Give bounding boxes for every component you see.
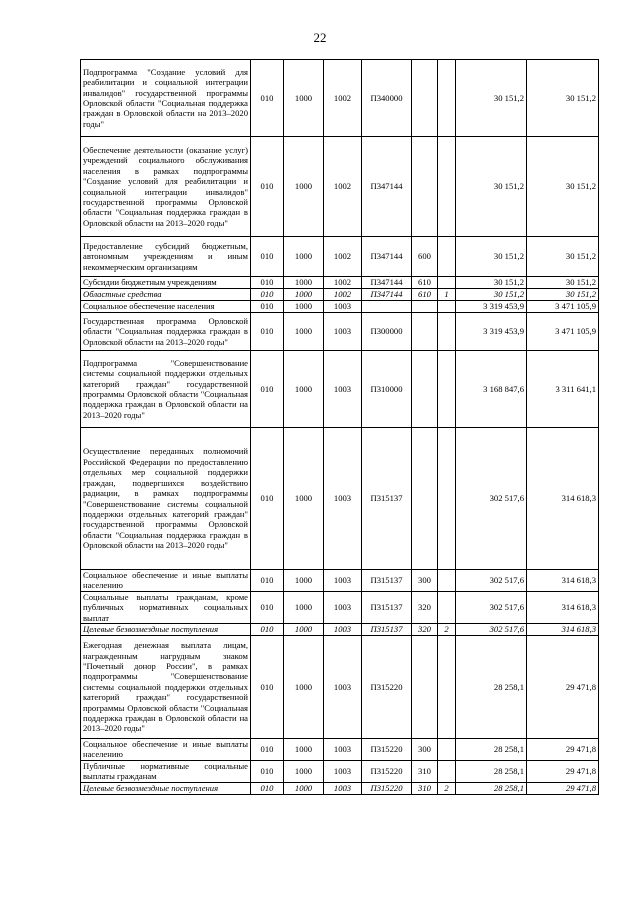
row-amount-2016: 30 151,2	[527, 60, 599, 137]
row-expense-type: 600	[412, 237, 438, 277]
table-body	[81, 60, 599, 795]
row-target-code: П315220	[362, 782, 412, 794]
row-subsection-code: 1003	[324, 636, 362, 739]
table-row	[81, 289, 599, 301]
row-expense-type	[412, 301, 438, 313]
row-expense-type: 610	[412, 277, 438, 289]
row-subsection-code: 1002	[324, 137, 362, 237]
row-section-code: 1000	[284, 782, 324, 794]
row-section-code: 1000	[284, 351, 324, 428]
row-subsection-code: 1003	[324, 782, 362, 794]
row-name: Предоставление субсидий бюджетным, автономным учреждениям и иным некоммерческим организациям	[81, 237, 251, 277]
row-section-code: 1000	[284, 570, 324, 592]
row-name: Социальные выплаты гражданам, кроме публичных нормативных социальных выплат	[81, 591, 251, 623]
table-row	[81, 277, 599, 289]
row-amount-2016: 30 151,2	[527, 237, 599, 277]
row-amount-2016: 3 471 105,9	[527, 313, 599, 351]
row-target-code: П347144	[362, 237, 412, 277]
table-row	[81, 313, 599, 351]
row-name: Целевые безвозмездные поступления	[81, 624, 251, 636]
table-row	[81, 237, 599, 277]
table-row	[81, 428, 599, 570]
table-row	[81, 570, 599, 592]
row-amount-2016: 29 471,8	[527, 739, 599, 761]
row-subsection-code: 1003	[324, 591, 362, 623]
row-section-code: 1000	[284, 137, 324, 237]
row-name: Подпрограмма "Создание условий для реабилитации и социальной интеграции инвалидов" государственной программы Орловской области "Социальная поддержка граждан в Орловской области на 2013–2020 годы"	[81, 60, 251, 137]
row-ministry-code: 010	[251, 782, 284, 794]
row-name: Государственная программа Орловской области "Социальная поддержка граждан в Орловской области на 2013–2020 годы"	[81, 313, 251, 351]
row-ministry-code: 010	[251, 570, 284, 592]
row-source-code: 1	[438, 289, 456, 301]
row-expense-type	[412, 313, 438, 351]
row-section-code: 1000	[284, 591, 324, 623]
row-expense-type: 610	[412, 289, 438, 301]
row-target-code: П347144	[362, 277, 412, 289]
row-section-code: 1000	[284, 237, 324, 277]
row-ministry-code: 010	[251, 591, 284, 623]
row-target-code: П315137	[362, 624, 412, 636]
row-section-code: 1000	[284, 739, 324, 761]
row-section-code: 1000	[284, 301, 324, 313]
row-ministry-code: 010	[251, 277, 284, 289]
row-section-code: 1000	[284, 289, 324, 301]
row-target-code: П347144	[362, 137, 412, 237]
row-amount-2016: 314 618,3	[527, 570, 599, 592]
row-amount-2016: 314 618,3	[527, 591, 599, 623]
row-target-code: П300000	[362, 313, 412, 351]
row-amount-2015: 302 517,6	[456, 570, 527, 592]
row-ministry-code: 010	[251, 739, 284, 761]
row-ministry-code: 010	[251, 237, 284, 277]
row-source-code	[438, 760, 456, 782]
table-row	[81, 760, 599, 782]
row-source-code	[438, 277, 456, 289]
row-amount-2015: 30 151,2	[456, 237, 527, 277]
row-expense-type: 320	[412, 591, 438, 623]
row-amount-2016: 314 618,3	[527, 624, 599, 636]
row-subsection-code: 1003	[324, 313, 362, 351]
row-subsection-code: 1002	[324, 277, 362, 289]
row-name: Подпрограмма "Совершенствование системы социальной поддержки отдельных категорий граждан" государственной программы Орловской области "Социальная поддержка граждан в Орловской области на 2013–2020 годы"	[81, 351, 251, 428]
row-target-code: П315220	[362, 636, 412, 739]
row-name: Обеспечение деятельности (оказание услуг) учреждений социального обслуживания населения в рамках подпрограммы "Создание условий для реабилитации и социальной интеграции инвалидов" государственной программы Орловской области "Социальная поддержка граждан в Орловской области на 2013–2020 годы"	[81, 137, 251, 237]
row-expense-type	[412, 137, 438, 237]
row-name: Социальное обеспечение и иные выплаты населению	[81, 570, 251, 592]
table-row	[81, 137, 599, 237]
row-amount-2015: 3 319 453,9	[456, 301, 527, 313]
row-amount-2015: 3 319 453,9	[456, 313, 527, 351]
row-target-code: П315137	[362, 428, 412, 570]
row-source-code	[438, 636, 456, 739]
row-expense-type	[412, 351, 438, 428]
row-amount-2016: 30 151,2	[527, 277, 599, 289]
row-source-code	[438, 739, 456, 761]
row-target-code: П315220	[362, 739, 412, 761]
row-amount-2015: 3 168 847,6	[456, 351, 527, 428]
row-target-code	[362, 301, 412, 313]
row-subsection-code: 1003	[324, 428, 362, 570]
row-section-code: 1000	[284, 636, 324, 739]
row-ministry-code: 010	[251, 624, 284, 636]
row-ministry-code: 010	[251, 351, 284, 428]
row-target-code: П315220	[362, 760, 412, 782]
row-source-code	[438, 591, 456, 623]
row-ministry-code: 010	[251, 289, 284, 301]
row-subsection-code: 1003	[324, 351, 362, 428]
row-name: Социальное обеспечение населения	[81, 301, 251, 313]
row-expense-type: 310	[412, 782, 438, 794]
row-section-code: 1000	[284, 313, 324, 351]
row-ministry-code: 010	[251, 760, 284, 782]
table-row	[81, 591, 599, 623]
table-row	[81, 351, 599, 428]
row-name: Осуществление переданных полномочий Российской Федерации по предоставлению отдельных мер социальной поддержки граждан, подвергшихся воздействию радиации, в рамках подпрограммы "Совершенствование системы социальной поддержки отдельных категорий граждан" государственной программы Орловской области "Социальная поддержка граждан в Орловской области на 2013–2020 годы"	[81, 428, 251, 570]
row-amount-2016: 3 311 641,1	[527, 351, 599, 428]
row-amount-2016: 30 151,2	[527, 137, 599, 237]
row-name: Областные средства	[81, 289, 251, 301]
row-subsection-code: 1002	[324, 289, 362, 301]
row-subsection-code: 1003	[324, 739, 362, 761]
row-subsection-code: 1002	[324, 237, 362, 277]
row-source-code	[438, 428, 456, 570]
row-name: Социальное обеспечение и иные выплаты населению	[81, 739, 251, 761]
row-amount-2015: 30 151,2	[456, 289, 527, 301]
row-amount-2015: 30 151,2	[456, 277, 527, 289]
row-ministry-code: 010	[251, 313, 284, 351]
row-amount-2016: 30 151,2	[527, 289, 599, 301]
table-row	[81, 739, 599, 761]
row-amount-2016: 314 618,3	[527, 428, 599, 570]
row-subsection-code: 1002	[324, 60, 362, 137]
row-subsection-code: 1003	[324, 570, 362, 592]
row-amount-2016: 29 471,8	[527, 760, 599, 782]
row-expense-type: 300	[412, 739, 438, 761]
row-source-code: 2	[438, 624, 456, 636]
table-row	[81, 301, 599, 313]
row-section-code: 1000	[284, 624, 324, 636]
row-ministry-code: 010	[251, 428, 284, 570]
table-row	[81, 624, 599, 636]
row-target-code: П315137	[362, 570, 412, 592]
row-amount-2015: 28 258,1	[456, 739, 527, 761]
row-name: Ежегодная денежная выплата лицам, награжденным нагрудным знаком "Почетный донор России", в рамках подпрограммы "Совершенствование системы социальной поддержки отдельных категорий граждан" государственной программы Орловской области "Социальная поддержка граждан в Орловской области на 2013–2020 годы"	[81, 636, 251, 739]
row-amount-2016: 3 471 105,9	[527, 301, 599, 313]
row-amount-2015: 302 517,6	[456, 428, 527, 570]
row-source-code	[438, 301, 456, 313]
row-section-code: 1000	[284, 277, 324, 289]
row-source-code	[438, 237, 456, 277]
row-subsection-code: 1003	[324, 624, 362, 636]
table-row	[81, 782, 599, 794]
row-amount-2016: 29 471,8	[527, 636, 599, 739]
row-source-code	[438, 137, 456, 237]
budget-table	[80, 59, 599, 795]
table-row	[81, 636, 599, 739]
page-number: 22	[313, 30, 327, 45]
row-amount-2015: 30 151,2	[456, 137, 527, 237]
row-amount-2015: 28 258,1	[456, 760, 527, 782]
row-target-code: П340000	[362, 60, 412, 137]
row-expense-type: 300	[412, 570, 438, 592]
row-section-code: 1000	[284, 760, 324, 782]
row-source-code	[438, 60, 456, 137]
row-amount-2015: 302 517,6	[456, 624, 527, 636]
row-source-code	[438, 351, 456, 428]
row-subsection-code: 1003	[324, 301, 362, 313]
row-amount-2015: 302 517,6	[456, 591, 527, 623]
row-amount-2015: 28 258,1	[456, 636, 527, 739]
row-target-code: П347144	[362, 289, 412, 301]
row-section-code: 1000	[284, 60, 324, 137]
row-name: Публичные нормативные социальные выплаты гражданам	[81, 760, 251, 782]
row-expense-type	[412, 60, 438, 137]
row-source-code: 2	[438, 782, 456, 794]
row-expense-type: 320	[412, 624, 438, 636]
row-amount-2015: 30 151,2	[456, 60, 527, 137]
row-ministry-code: 010	[251, 636, 284, 739]
table-row	[81, 60, 599, 137]
row-amount-2015: 28 258,1	[456, 782, 527, 794]
row-source-code	[438, 570, 456, 592]
row-name: Целевые безвозмездные поступления	[81, 782, 251, 794]
row-target-code: П315137	[362, 591, 412, 623]
row-ministry-code: 010	[251, 137, 284, 237]
row-ministry-code: 010	[251, 60, 284, 137]
row-subsection-code: 1003	[324, 760, 362, 782]
row-expense-type	[412, 428, 438, 570]
row-section-code: 1000	[284, 428, 324, 570]
row-expense-type	[412, 636, 438, 739]
row-amount-2016: 29 471,8	[527, 782, 599, 794]
row-ministry-code: 010	[251, 301, 284, 313]
row-expense-type: 310	[412, 760, 438, 782]
row-name: Субсидии бюджетным учреждениям	[81, 277, 251, 289]
row-source-code	[438, 313, 456, 351]
row-target-code: П310000	[362, 351, 412, 428]
